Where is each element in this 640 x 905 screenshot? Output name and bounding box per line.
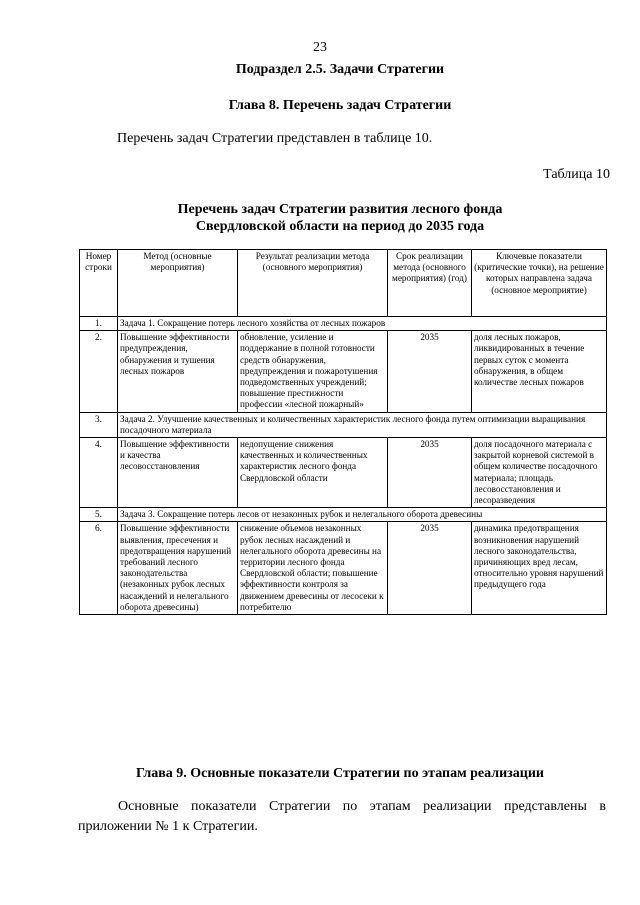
header-result: Результат реализации метода (основного мероприятия): [238, 250, 388, 317]
table-row: [80, 438, 607, 508]
chapter-9-paragraph: Основные показатели Стратегии по этапам реализации представлены в приложении № 1 к Стратегии.: [78, 799, 606, 834]
indicators-cell: динамика предотвращения возникновения нарушений лесного законодательства, причиняющих вред лесам, относительно уровня нарушений предыдущего года: [472, 522, 607, 615]
row-number: 3.: [80, 412, 118, 437]
method-cell: Повышение эффективности предупреждения, обнаружения и тушения лесных пожаров: [118, 331, 238, 412]
subsection-title: Подраздел 2.5. Задачи Стратегии: [235, 62, 445, 77]
page-number: 23: [313, 40, 327, 55]
row-number: 1.: [80, 317, 118, 331]
header-method: Метод (основные мероприятия): [118, 250, 238, 317]
result-cell: недопущение снижения качественных и количественных характеристик лесного фонда Свердловской области: [238, 438, 388, 508]
task-title: Задача 3. Сокращение потерь лесов от незаконных рубок и нелегального оборота древесины: [118, 508, 607, 522]
row-number: 4.: [80, 438, 118, 508]
row-number: 6.: [80, 522, 118, 615]
indicators-cell: доля посадочного материала с закрытой корневой системой в общем количестве посадочного материала; площадь лесовосстановления и лесоразведения: [472, 438, 607, 508]
table-title: [0, 201, 640, 235]
task-row: [80, 317, 607, 331]
task-row: [80, 508, 607, 522]
chapter-9-title: Глава 9. Основные показатели Стратегии по этапам реализации: [136, 766, 544, 781]
table-title-line-1: Перечень задач Стратегии развития лесного фонда: [177, 202, 503, 217]
year-cell: 2035: [388, 522, 472, 615]
row-number: 5.: [80, 508, 118, 522]
table-number: Таблица 10: [543, 167, 610, 182]
task-title: Задача 1. Сокращение потерь лесного хозяйства от лесных пожаров: [118, 317, 607, 331]
indicators-cell: доля лесных пожаров, ликвидированных в течение первых суток с момента обнаружения, в общем количестве лесных пожаров: [472, 331, 607, 412]
header-row-number: Номер строки: [80, 250, 118, 317]
tasks-table: [79, 249, 607, 615]
table-header-row: [80, 250, 607, 317]
table-row: [80, 522, 607, 615]
method-cell: Повышение эффективности и качества лесовосстановления: [118, 438, 238, 508]
result-cell: обновление, усиление и поддержание в полной готовности средств обнаружения, предупреждения и пожаротушения подведомственных учреждений; повышение престижности профессии «лесной пожарный»: [238, 331, 388, 412]
table-title-line-2: Свердловской области на период до 2035 года: [195, 219, 485, 234]
result-cell: снижение объемов незаконных рубок лесных насаждений и нелегального оборота древесины на территории лесного фонда Свердловской области; повышение эффективности контроля за движением древесины от лесосеки к потребителю: [238, 522, 388, 615]
row-number: 2.: [80, 331, 118, 412]
chapter-8-title: Глава 8. Перечень задач Стратегии: [228, 98, 452, 113]
header-key-indicators: Ключевые показатели (критические точки), на решение которых направлена задача (основное мероприятие): [472, 250, 607, 317]
year-cell: 2035: [388, 331, 472, 412]
table-row: [80, 331, 607, 412]
header-deadline: Срок реализации метода (основного мероприятия) (год): [388, 250, 472, 317]
intro-paragraph: Перечень задач Стратегии представлен в таблице 10.: [117, 131, 433, 146]
task-row: [80, 412, 607, 437]
task-title: Задача 2. Улучшение качественных и количественных характеристик лесного фонда путем оптимизации выращивания посадочного материала: [118, 412, 607, 437]
year-cell: 2035: [388, 438, 472, 508]
method-cell: Повышение эффективности выявления, пресечения и предотвращения нарушений требований лесного законодательства (незаконных рубок лесных насаждений и нелегального оборота древесины): [118, 522, 238, 615]
